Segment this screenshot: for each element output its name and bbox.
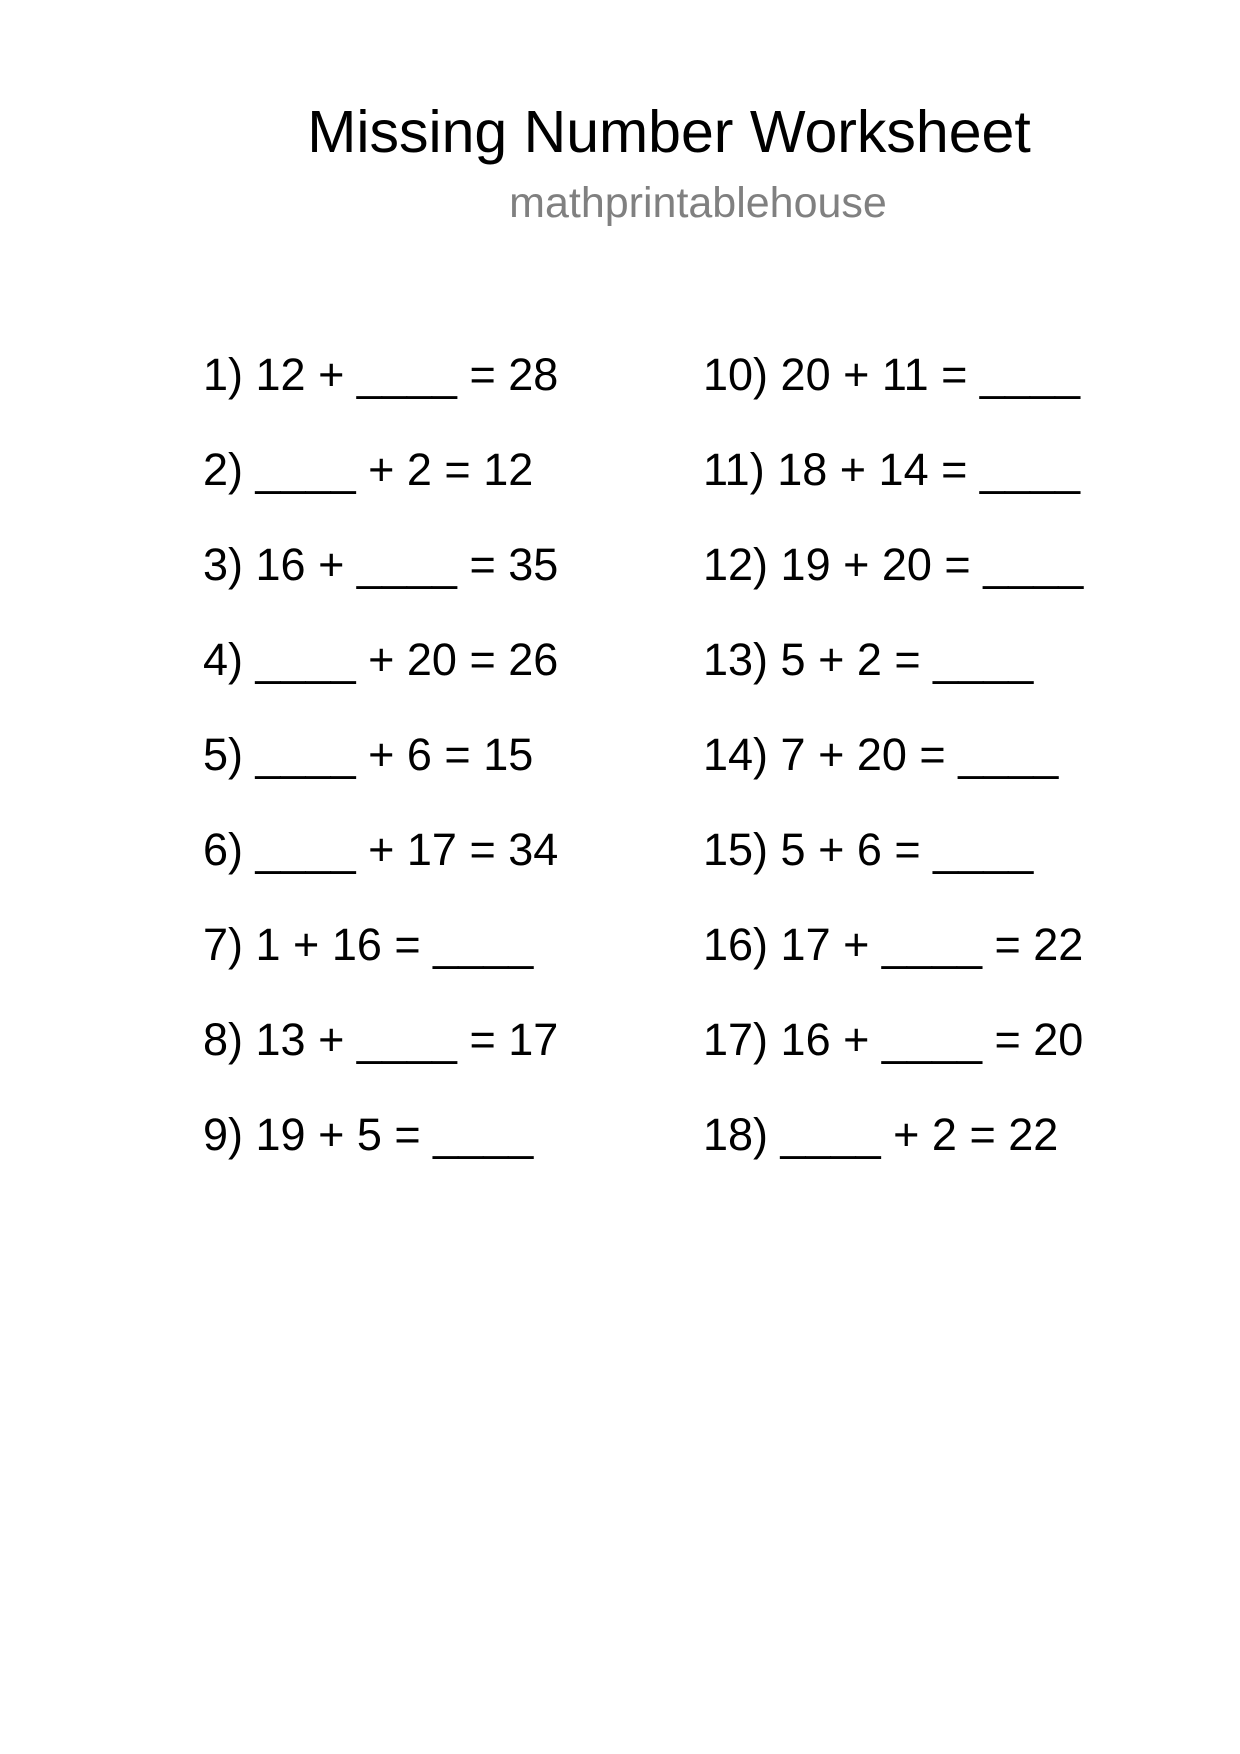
problem-11: 11) 18 + 14 = ____ — [703, 444, 1080, 495]
problem-8: 8) 13 + ____ = 17 — [203, 1014, 559, 1065]
problem-17: 17) 16 + ____ = 20 — [703, 1014, 1084, 1065]
problem-14: 14) 7 + 20 = ____ — [703, 729, 1059, 780]
problem-3: 3) 16 + ____ = 35 — [203, 539, 559, 590]
problem-12: 12) 19 + 20 = ____ — [703, 539, 1084, 590]
problem-7: 7) 1 + 16 = ____ — [203, 919, 534, 970]
problem-2: 2) ____ + 2 = 12 — [203, 444, 534, 495]
problem-13: 13) 5 + 2 = ____ — [703, 634, 1034, 685]
problem-4: 4) ____ + 20 = 26 — [203, 634, 559, 685]
problem-5: 5) ____ + 6 = 15 — [203, 729, 534, 780]
problem-18: 18) ____ + 2 = 22 — [703, 1109, 1059, 1160]
worksheet-subtitle: mathprintablehouse — [509, 179, 887, 227]
problem-15: 15) 5 + 6 = ____ — [703, 824, 1034, 875]
problem-1: 1) 12 + ____ = 28 — [203, 349, 559, 400]
problem-16: 16) 17 + ____ = 22 — [703, 919, 1084, 970]
problem-9: 9) 19 + 5 = ____ — [203, 1109, 534, 1160]
worksheet-title: Missing Number Worksheet — [307, 99, 1031, 165]
problem-6: 6) ____ + 17 = 34 — [203, 824, 559, 875]
problem-10: 10) 20 + 11 = ____ — [703, 349, 1080, 400]
